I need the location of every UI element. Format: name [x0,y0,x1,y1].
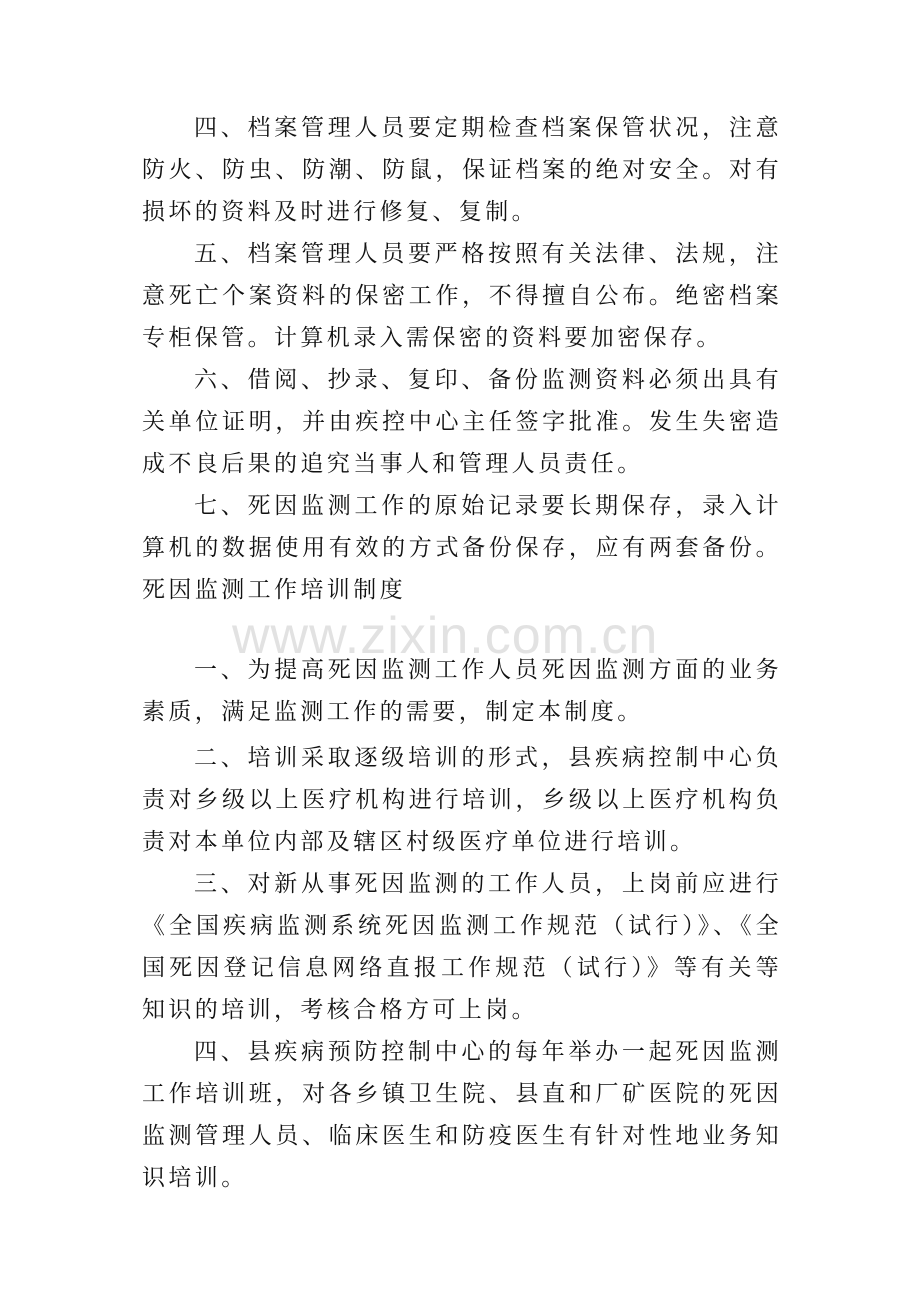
paragraph-new-staff-training: 三、对新从事死因监测的工作人员，上岗前应进行《全国疾病监测系统死因监测工作规范（试行）》、《全国死因登记信息网络直报工作规范（试行）》等有关等知识的培训，考核合格方可上岗。 [142,871,782,1023]
paragraph-confidentiality: 五、档案管理人员要严格按照有关法律、法规，注意死亡个案资料的保密工作，不得擅自公布。绝密档案专柜保管。计算机录入需保密的资料要加密保存。 [142,241,782,351]
paragraph-training-levels: 二、培训采取逐级培训的形式，县疾病控制中心负责对乡级以上医疗机构进行培训，乡级以上医疗机构负责对本单位内部及辖区村级医疗单位进行培训。 [142,745,782,855]
paragraph-archive-inspection: 四、档案管理人员要定期检查档案保管状况，注意防火、防虫、防潮、防鼠，保证档案的绝对安全。对有损坏的资料及时进行修复、复制。 [142,115,782,225]
paragraph-borrowing-approval: 六、借阅、抄录、复印、备份监测资料必须出具有关单位证明，并由疾控中心主任签字批准。发生失密造成不良后果的追究当事人和管理人员责任。 [142,367,782,477]
watermark: www.zixin.com.cn [232,607,659,665]
paragraph-training-purpose: 一、为提高死因监测工作人员死因监测方面的业务素质，满足监测工作的需要，制定本制度。 [142,657,782,725]
paragraph-record-retention: 七、死因监测工作的原始记录要长期保存，录入计算机的数据使用有效的方式备份保存，应有两套备份。死因监测工作培训制度 [142,493,782,603]
paragraph-annual-training: 四、县疾病预防控制中心的每年举办一起死因监测工作培训班，对各乡镇卫生院、县直和厂矿医院的死因监测管理人员、临床医生和防疫医生有针对性地业务知识培训。 [142,1039,782,1191]
